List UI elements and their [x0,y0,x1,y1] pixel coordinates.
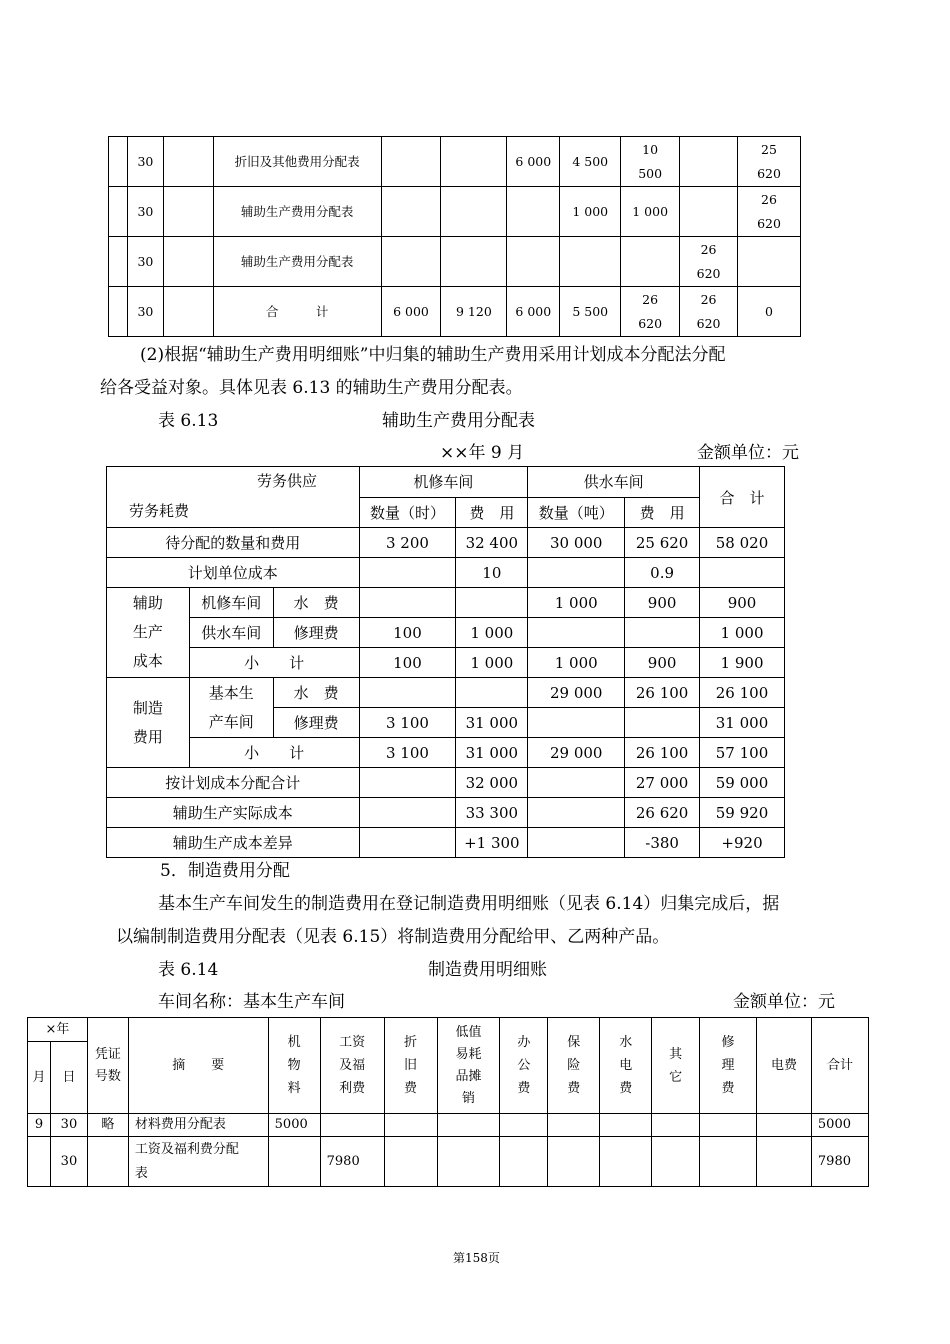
header-col: 其 它 [652,1018,700,1114]
paragraph-line: (2)根据“辅助生产费用明细账”中归集的辅助生产费用采用计划成本分配法分配 [140,345,726,365]
table-title: 辅助生产费用分配表 [382,411,535,431]
table-row: 辅助生产实际成本 33 300 26 620 59 920 [107,798,785,828]
header-fee: 费 用 [456,497,528,528]
header-day: 日 [50,1042,87,1114]
department-name: 车间名称：基本生产车间 [158,992,345,1012]
table-row: 辅助生产成本差异 +1 300 -380 +920 [107,828,785,858]
overhead-ledger-table [27,1017,869,1187]
table-row: 30 折旧及其他费用分配表 6 000 4 500 10 500 25 620 [109,137,801,187]
table-row: 9 30 略 材料费用分配表 5000 5000 [28,1114,869,1137]
header-col: 保 险 费 [548,1018,600,1114]
table-row: 按计划成本分配合计 32 000 27 000 59 000 [107,768,785,798]
table-row: 计划单位成本 10 0.9 [107,558,785,588]
table-row: 修理费 3 100 31 000 31 000 [107,708,785,738]
header-col: 电费 [757,1018,812,1114]
table-label: 表 6.13 [158,411,219,431]
header-fee: 费 用 [625,497,700,528]
section-heading: 5．制造费用分配 [160,861,290,881]
table-row: 供水车间 修理费 100 1 000 1 000 [107,618,785,648]
table-row: 辅助 生产 成本 机修车间 水 费 1 000 900 900 [107,588,785,618]
header-col: 合计 [811,1018,868,1114]
header-col: 修 理 费 [700,1018,757,1114]
header-col: 机 物 料 [268,1018,320,1114]
header-voucher: 凭证 号数 [87,1018,128,1114]
table-title: 制造费用明细账 [428,960,547,980]
table-row: 小 计 3 100 31 000 29 000 26 100 57 100 [107,738,785,768]
paragraph-line: 基本生产车间发生的制造费用在登记制造费用明细账（见表 6.14）归集完成后，据 [158,894,780,914]
header-col: 折 旧 费 [384,1018,437,1114]
allocation-table-613 [106,466,785,858]
table-row: 30 辅助生产费用分配表 26 620 [109,237,801,287]
table-label: 表 6.14 [158,960,219,980]
header-col: 低值 易耗 品摊 销 [437,1018,500,1114]
table-row: 待分配的数量和费用 3 200 32 400 30 000 25 620 58 020 [107,528,785,558]
paragraph-line: 以编制制造费用分配表（见表 6.15）将制造费用分配给甲、乙两种产品。 [116,927,670,947]
page-number: 第158页 [453,1251,500,1265]
header-summary: 摘 要 [128,1018,268,1114]
table-row: 30 工资及福利费分配 表 7980 7980 [28,1137,869,1187]
header-water-shop: 供水车间 [528,467,700,498]
header-month: 月 [28,1042,51,1114]
table-date: ××年 9 月 [440,443,525,463]
table-row: 小 计 100 1 000 1 000 900 1 900 [107,648,785,678]
table-row: 制造 费用 基本生 产车间 水 费 29 000 26 100 26 100 [107,678,785,708]
header-repair-shop: 机修车间 [359,467,528,498]
header-col: 水 电 费 [600,1018,652,1114]
header-total: 合 计 [700,467,785,528]
header-col: 办 公 费 [500,1018,548,1114]
header-qty-hours: 数量（时） [359,497,456,528]
top-ledger-table [108,136,801,337]
header-consume: 劳务耗费 [129,502,190,520]
header-year: ×年 [28,1018,88,1042]
amount-unit: 金额单位：元 [733,992,835,1012]
table-row: 30 合 计 6 000 9 120 6 000 5 500 26 620 26 620 0 [109,287,801,337]
amount-unit: 金额单位：元 [697,443,799,463]
table-row: 30 辅助生产费用分配表 1 000 1 000 26 620 [109,187,801,237]
header-qty-tons: 数量（吨） [528,497,625,528]
header-col: 工资 及福 利费 [320,1018,384,1114]
paragraph-line: 给各受益对象。具体见表 6.13 的辅助生产费用分配表。 [100,378,523,398]
header-diagonal-cell [107,467,360,528]
header-supply: 劳务供应 [257,472,318,490]
